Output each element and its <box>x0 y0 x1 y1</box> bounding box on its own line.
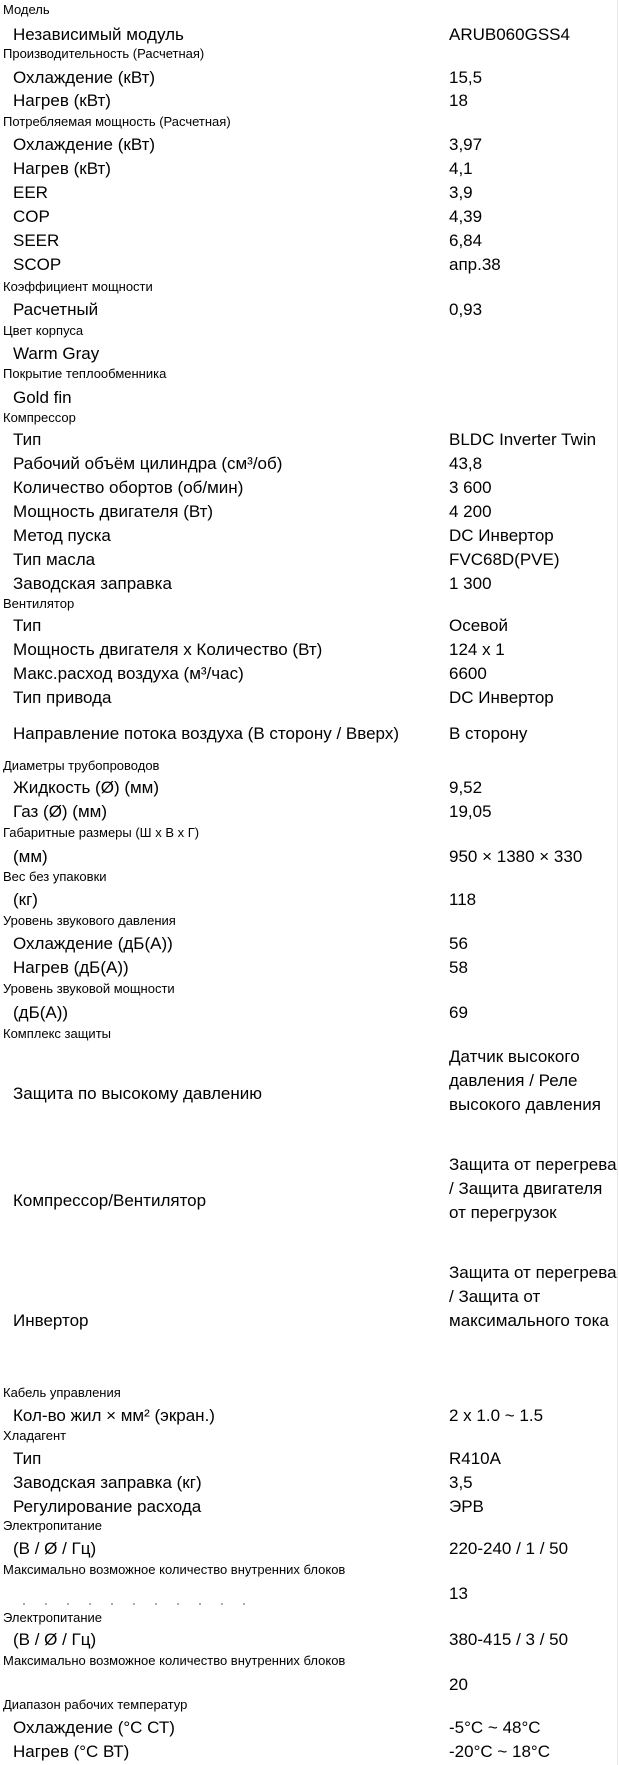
row-label: Компрессор/Вентилятор <box>13 1191 207 1210</box>
row-label: Заводская заправка (кг) <box>13 1473 202 1492</box>
row-value: 9,52 <box>449 778 483 797</box>
row-value: 43,8 <box>449 454 483 473</box>
section-title-power-supply: Электропитание <box>3 1610 102 1625</box>
row-label: Нагрев (кВт) <box>13 91 111 110</box>
section-title-sound-pressure: Уровень звукового давления <box>3 913 176 928</box>
row-label: Рабочий объём цилиндра (см³/об) <box>13 454 283 473</box>
row-value: 6,84 <box>449 231 483 250</box>
row-label: Мощность двигателя x Количество (Вт) <box>13 640 323 659</box>
section-title-max-indoor-units: Максимально возможное количество внутренних блоков <box>3 1562 346 1577</box>
row-value: апр.38 <box>449 255 501 274</box>
section-title-protection: Комплекс защиты <box>3 1026 111 1041</box>
row-label: Макс.расход воздуха (м³/час) <box>13 664 244 683</box>
row-value: Защита от перегрева / Защита от максимального тока <box>449 1263 617 1330</box>
row-value: 4,39 <box>449 207 483 226</box>
row-label: (кг) <box>13 890 38 909</box>
row-value: 2 x 1.0 ~ 1.5 <box>449 1406 544 1425</box>
row-value: 3,5 <box>449 1473 473 1492</box>
row-label: Нагрев (дБ(А)) <box>13 958 129 977</box>
row-value: 3,9 <box>449 183 473 202</box>
row-label: COP <box>13 207 50 226</box>
row-value: 220-240 / 1 / 50 <box>449 1539 569 1558</box>
row-label: Заводская заправка <box>13 574 172 593</box>
section-title-fan: Вентилятор <box>3 596 75 611</box>
row-label: (дБ(А)) <box>13 1003 69 1022</box>
row-label: Тип <box>13 430 42 449</box>
row-label: (В / Ø / Гц) <box>13 1539 97 1558</box>
row-value: 56 <box>449 934 468 953</box>
row-value: -5°C ~ 48°C <box>449 1718 541 1737</box>
row-label: Расчетный <box>13 300 99 319</box>
row-value: ARUB060GSS4 <box>449 25 570 44</box>
row-value: Осевой <box>449 616 508 635</box>
row-label: Охлаждение (кВт) <box>13 68 156 87</box>
row-value: R410A <box>449 1449 501 1468</box>
section-title-model: Модель <box>3 2 50 17</box>
row-value: Датчик высокого давления / Реле высокого давления <box>449 1047 601 1114</box>
section-title-compressor: Компрессор <box>3 410 76 425</box>
section-title-net-weight: Вес без упаковки <box>3 869 107 884</box>
row-value: 13 <box>449 1584 468 1603</box>
row-value: 6600 <box>449 664 487 683</box>
row-value: 118 <box>449 890 477 909</box>
section-title-piping: Диаметры трубопроводов <box>3 758 160 773</box>
row-label: Кол-во жил × мм² (экран.) <box>13 1406 215 1425</box>
row-label: Gold fin <box>13 388 72 407</box>
row-value: 3 600 <box>449 478 492 497</box>
row-label: Тип привода <box>13 688 112 707</box>
row-label: Инвертор <box>13 1311 89 1330</box>
section-title-sound-power: Уровень звуковой мощности <box>3 981 175 996</box>
row-label: (В / Ø / Гц) <box>13 1630 97 1649</box>
row-value: 124 x 1 <box>449 640 505 659</box>
section-title-power-supply: Электропитание <box>3 1518 102 1533</box>
section-title-operating-range: Диапазон рабочих температур <box>3 1697 188 1712</box>
row-label: SEER <box>13 231 60 250</box>
row-label: Направление потока воздуха (В сторону / Вверх) <box>13 724 399 743</box>
row-label: Метод пуска <box>13 526 111 545</box>
row-label: Мощность двигателя (Вт) <box>13 502 214 521</box>
section-title-control-cable: Кабель управления <box>3 1385 121 1400</box>
row-label: Warm Gray <box>13 344 100 363</box>
row-value: ЭРВ <box>449 1497 484 1516</box>
row-label: Охлаждение (кВт) <box>13 135 156 154</box>
row-label: EER <box>13 183 48 202</box>
row-value: -20°C ~ 18°C <box>449 1742 551 1761</box>
row-label: Охлаждение (°С СТ) <box>13 1718 175 1737</box>
row-value: 3,97 <box>449 135 483 154</box>
section-title-max-indoor-units: Максимально возможное количество внутренних блоков <box>3 1653 346 1668</box>
clipped-row-label <box>13 1601 253 1607</box>
row-value: 1 300 <box>449 574 492 593</box>
row-label: Газ (Ø) (мм) <box>13 802 107 821</box>
row-label: Тип <box>13 1449 42 1468</box>
row-value: 20 <box>449 1675 468 1694</box>
row-value: 380-415 / 3 / 50 <box>449 1630 569 1649</box>
row-label: Тип <box>13 616 42 635</box>
section-title-dimensions: Габаритные размеры (Ш x В x Г) <box>3 825 200 840</box>
row-value: 950 × 1380 × 330 <box>449 847 583 866</box>
table-border <box>617 0 618 1765</box>
section-title-power-input: Потребляемая мощность (Расчетная) <box>3 114 231 129</box>
row-value: 19,05 <box>449 802 492 821</box>
row-value: DC Инвертор <box>449 688 554 707</box>
row-label: Жидкость (Ø) (мм) <box>13 778 160 797</box>
row-value: FVC68D(PVE) <box>449 550 560 569</box>
section-title-hex-coating: Покрытие теплообменника <box>3 366 167 381</box>
section-title-capacity: Производительность (Расчетная) <box>3 46 205 61</box>
row-value: Защита от перегрева / Защита двигателя от перегрузок <box>449 1155 617 1222</box>
row-label: Независимый модуль <box>13 25 184 44</box>
row-value: 0,93 <box>449 300 483 319</box>
row-value: 4,1 <box>449 159 473 178</box>
row-label: Регулирование расхода <box>13 1497 202 1516</box>
row-value: DC Инвертор <box>449 526 554 545</box>
row-label: Тип масла <box>13 550 96 569</box>
row-label: SCOP <box>13 255 62 274</box>
row-label: Нагрев (°С ВТ) <box>13 1742 130 1761</box>
section-title-casing-color: Цвет корпуса <box>3 323 84 338</box>
row-value: BLDC Inverter Twin <box>449 430 597 449</box>
row-label: (мм) <box>13 847 48 866</box>
section-title-power-factor: Коэффициент мощности <box>3 279 153 294</box>
row-value: 69 <box>449 1003 468 1022</box>
row-value: В сторону <box>449 724 528 743</box>
row-value: 58 <box>449 958 468 977</box>
row-label: Количество обортов (об/мин) <box>13 478 244 497</box>
row-label: Охлаждение (дБ(А)) <box>13 934 173 953</box>
row-label: Защита по высокому давлению <box>13 1084 262 1103</box>
row-value: 18 <box>449 91 468 110</box>
row-value: 15,5 <box>449 68 483 87</box>
row-value: 4 200 <box>449 502 492 521</box>
row-label: Нагрев (кВт) <box>13 159 111 178</box>
section-title-refrigerant: Хладагент <box>3 1428 67 1443</box>
